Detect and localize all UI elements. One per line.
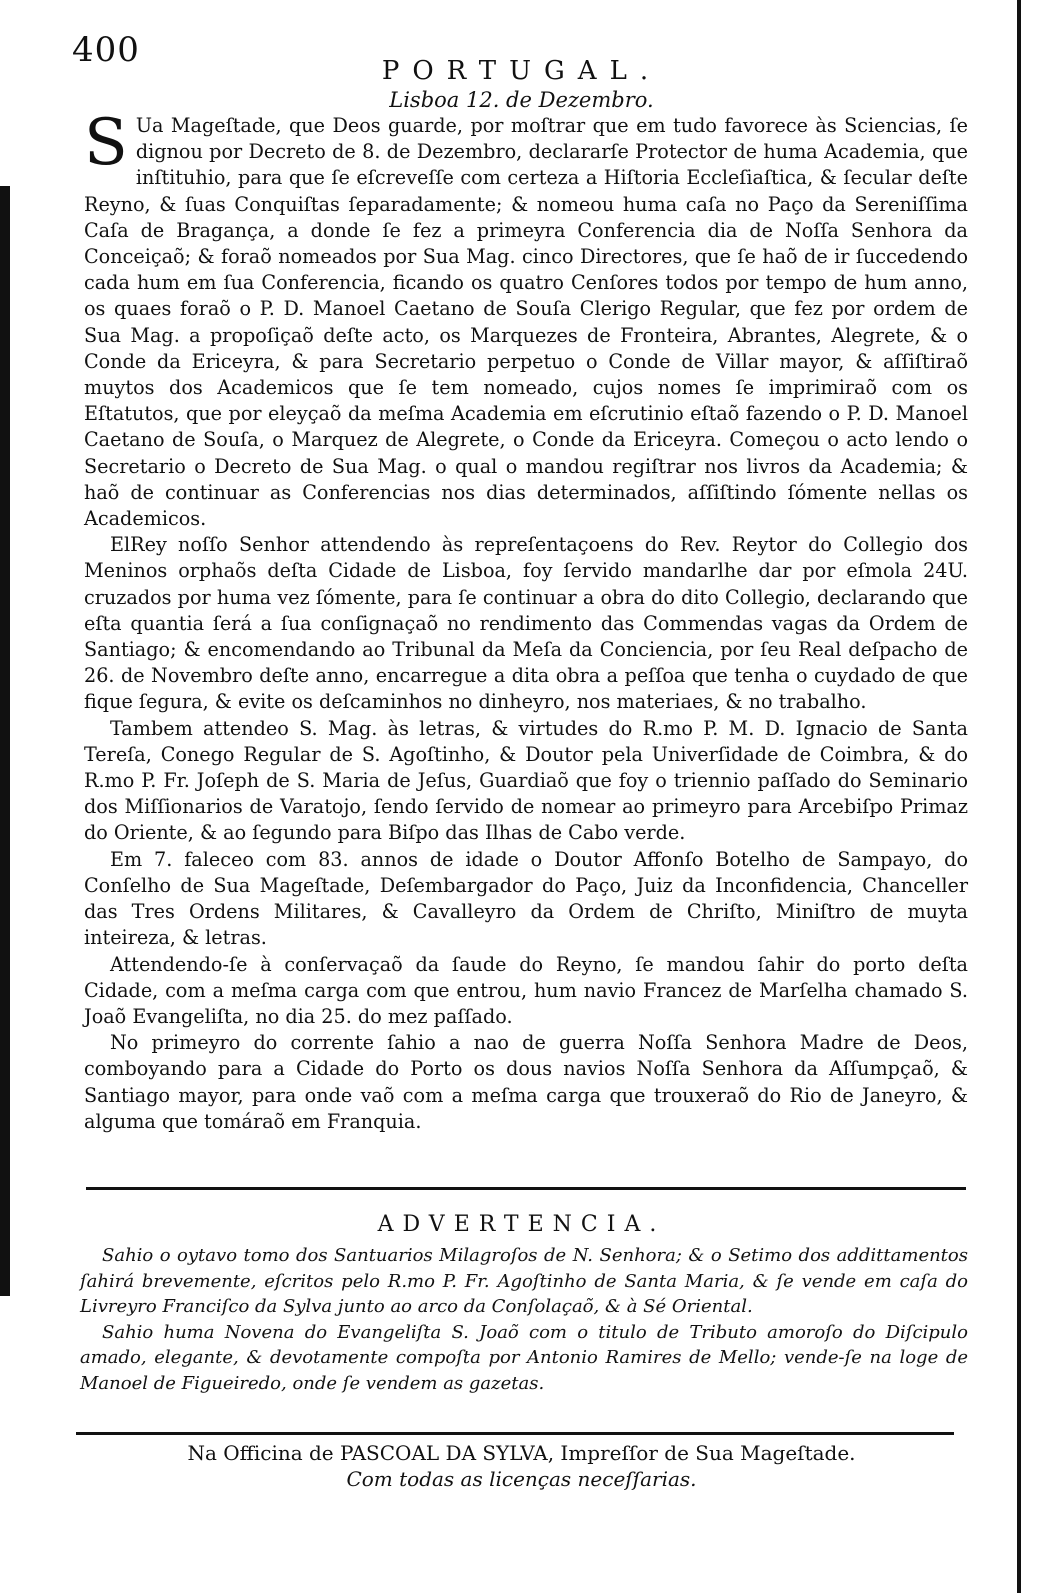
article-paragraph	[84, 106, 968, 532]
news-article	[84, 106, 968, 1135]
notice-paragraph: Sahio huma Novena do Evangeliſta S. Joaõ com o titulo de Tributo amoroſo do Diſcipulo amado, elegante, & devotamente compoſta por Antonio Ramires de Mello; vende-ſe na loge de Manoel de Figueiredo, onde ſe vendem as gazetas.	[80, 1321, 968, 1394]
notice-title: ADVERTENCIA.	[377, 1212, 666, 1237]
notice-section	[80, 1243, 968, 1396]
divider-rule	[76, 1432, 954, 1435]
scan-edge-left	[0, 186, 10, 1296]
imprint	[0, 1440, 1043, 1492]
imprint-printer: Na Officina de PASCOAL DA SYLVA, Impreſſor de Sua Mageſtade.	[187, 1441, 856, 1465]
divider-rule	[86, 1187, 966, 1190]
paragraph-text: Ua Mageſtade, que Deos guarde, por moſtrar que em tudo favorece às Sciencias, ſe dignou por Decreto de 8. de Dezembro, declararſe Protector de huma Academia, que inſtituhio, para que ſe eſcreveſſe com certeza a Hiſtoria Eccleſiaſtica, & ſecular deſte Reyno, & ſuas Conquiſtas ſeparadamente; & nomeou huma caſa no Paço da Sereniſſima Caſa de Bragança, a donde ſe fez a primeyra Conferencia dia de Noſſa Senhora da Conceiçaõ; & foraõ nomeados por Sua Mag. cinco Directores, que ſe haõ de ir ſuccedendo cada hum em ſua Conferencia, ficando os quatro Cenſores todos por tempo de hum anno, os quaes foraõ o P. D. Manoel Caetano de Souſa Clerigo Regular, que fez por ordem de Sua Mag. a propoſiçaõ deſte acto, os Marquezes de Fronteira, Abrantes, Alegrete, & o Conde da Ericeyra, & para Secretario perpetuo o Conde de Villar mayor, & aſſiſtiraõ muytos dos Academicos que ſe tem nomeado, cujos nomes ſe imprimiraõ com os Eſtatutos, que por eleyçaõ da meſma Academia em eſcrutinio eſtaõ fazendo o P. D. Manoel Caetano de Souſa, o Marquez de Alegrete, o Conde da Ericeyra. Começou o acto lendo o Secretario o Decreto de Sua Mag. o qual o mandou regiſtrar nos livros da Academia; & haõ de continuar as Conferencias nos dias determinados, aſſiſtindo ſómente nellas os Academicos.	[84, 114, 968, 531]
article-paragraph: ElRey noſſo Senhor attendendo às repreſentaçoens do Rev. Reytor do Collegio dos Meninos orphaõs deſta Cidade de Lisboa, foy ſervido mandarlhe dar por eſmola 24U. cruzados por huma vez ſómente, para ſe continuar a obra do dito Collegio, declarando que eſta quantia ſerá a ſua conſignaçaõ no rendimento das Commendas vagas da Ordem de Santiago; & encomendando ao Tribunal da Meſa da Conciencia, por ſeu Real deſpacho de 26. de Novembro deſte anno, encarregue a dita obra a peſſoa que tenha o cuydado de que fique ſegura, & evite os deſcaminhos no dinheyro, nos materiaes, & no trabalho.	[84, 533, 968, 714]
notice-paragraph: Sahio o oytavo tomo dos Santuarios Milagroſos de N. Senhora; & o Setimo dos addittamentos ſahirá brevemente, eſcritos pelo R.mo P. Fr. Agoſtinho de Santa Maria, & ſe vende em caſa do Livreyro Franciſco da Sylva junto ao arco da Conſolaçaõ, & à Sé Oriental.	[80, 1245, 968, 1317]
article-paragraph: No primeyro do corrente ſahio a nao de guerra Noſſa Senhora Madre de Deos, comboyando para a Cidade do Porto os dous navios Noſſa Senhora da Aſſumpçaõ, & Santiago mayor, para onde vaõ com a meſma carga que trouxeraõ do Rio de Janeyro, & alguma que tomáraõ em Franquia.	[84, 1031, 968, 1133]
dateline: Lisboa 12. de Dezembro.	[389, 88, 654, 112]
page-number: 400	[72, 30, 140, 70]
drop-cap: S	[84, 106, 128, 180]
article-paragraph: Em 7. faleceo com 83. annos de idade o Doutor Affonſo Botelho de Sampayo, do Conſelho de Sua Mageſtade, Deſembargador do Paço, Juiz da Inconfidencia, Chanceller das Tres Ordens Militares, & Cavalleyro da Ordem de Chriſto, Miniſtro de muyta inteireza, & letras.	[84, 847, 968, 950]
article-paragraph: Attendendo-ſe à conſervaçaõ da ſaude do Reyno, ſe mandou ſahir do porto deſta Cidade, com a meſma carga com que entrou, hum navio Francez de Marſelha chamado S. Joaõ Evangeliſta, no dia 25. do mez paſſado.	[84, 952, 968, 1028]
imprint-licenses: Com todas as licenças neceſſarias.	[346, 1467, 697, 1491]
article-paragraph: Tambem attendeo S. Mag. às letras, & virtudes do R.mo P. M. D. Ignacio de Santa Tereſa, Conego Regular de S. Agoſtinho, & Doutor pela Univerſidade de Coimbra, & do R.mo P. Fr. Joſeph de S. Maria de Jeſus, Guardiaõ que foy o triennio paſſado do Seminario dos Miſſionarios de Varatojo, ſendo ſervido de nomear ao primeyro para Arcebiſpo Primaz do Oriente, & ao ſegundo para Biſpo das Ilhas de Cabo verde.	[84, 716, 968, 845]
page-title: PORTUGAL.	[381, 56, 662, 86]
scan-edge-right	[1017, 0, 1043, 1593]
